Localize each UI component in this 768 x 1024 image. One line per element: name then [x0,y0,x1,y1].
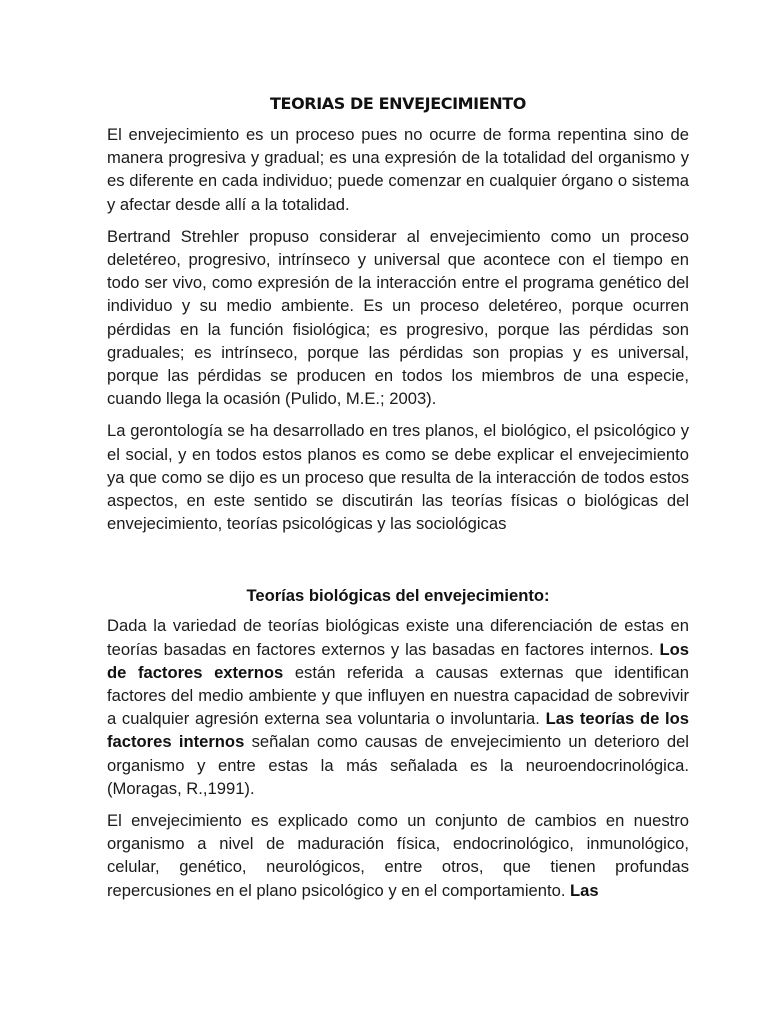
paragraph-aging-process: El envejecimiento es un proceso pues no ocurre de forma repentina sino de manera progresiva y gradual; es una expresión de la totalidad del organismo y es diferente en cada individuo; puede comenzar en cualquier órgano o sistema y afectar desde allí a la totalidad. [107,125,689,214]
paragraph-strehler: Bertrand Strehler propuso considerar al envejecimiento como un proceso deletéreo, progresivo, intrínseco y universal que acontece con el tiempo en todo ser vivo, como expresión de la interacción entre el programa genético del individuo y su medio ambiente. Es un proceso deletéreo, porque ocurren pérdidas en la función fisiológica; es progresivo, porque las pérdidas son graduales; es intrínseco, porque las pérdidas son propias y es universal, porque las pérdidas se producen en todos los miembros de una especie, cuando llega la ocasión (Pulido, M.E.; 2003). [107,226,689,409]
paragraph-text: están referida a causas externas que identifican factores del medio ambiente y que influyen en nuestra capacidad de sobrevivir a cualquier agresión externa sea voluntaria o involuntaria. [107,662,689,729]
bold-term-external-factors: Los de factores externos [107,639,689,682]
document-title: TEORIAS DE ENVEJECIMIENTO [270,94,526,113]
paragraph-text: Dada la variedad de teorías biológicas existe una diferenciación de estas en teorías basadas en factores externos y las basadas en factores internos. [107,616,689,659]
bold-term-continuation: Las [570,880,599,900]
paragraph-aging-changes [107,809,689,902]
section-title: Teorías biológicas del envejecimiento: [246,586,550,606]
document-body [107,93,689,911]
paragraph-text: El envejecimiento es explicado como un conjunto de cambios en nuestro organismo a nivel de maduración física, endocrinológico, inmunológico, celular, genético, neurológicos, entre otros, que tienen profundas repercusiones en el plano psicológico y en el comportamiento. [107,811,689,900]
paragraph-biological-theories [107,614,689,800]
section-spacer [107,544,689,584]
bold-term-internal-factors: Las teorías de los factores internos [107,709,690,752]
paragraph-text: señalan como causas de envejecimiento un deterioro del organismo y entre estas la más señalada es la neuroendocrinológica. (Moragas, R.,1991). [107,732,689,798]
paragraph-gerontology: La gerontología se ha desarrollado en tres planos, el biológico, el psicológico y el social, y en todos estos planos es como se debe explicar el envejecimiento ya que como se dijo es un proceso que resulta de la interacción de todos estos aspectos, en este sentido se discutirán las teorías físicas o biológicas del envejecimiento, teorías psicológicas y las sociológicas [107,421,689,534]
